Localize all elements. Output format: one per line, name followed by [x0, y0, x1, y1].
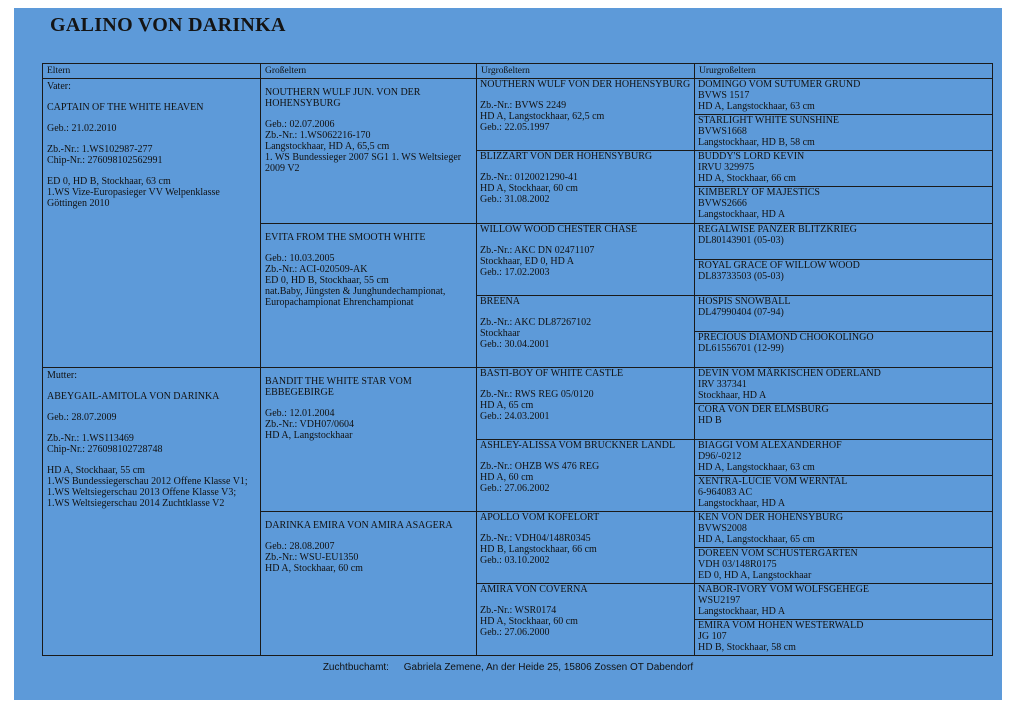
spacer [480, 162, 691, 172]
header-grandparents: Großeltern [261, 64, 477, 79]
great-great-grandparent-name: EMIRA VOM HOHEN WESTERWALD [698, 620, 864, 631]
great-great-grandparent-name: DOREEN VOM SCHUSTERGARTEN [698, 548, 858, 559]
grandparent-name: NOUTHERN WULF JUN. VON DER HOHENSYBURG [265, 87, 421, 109]
great-grandparent-detail: Geb.: 27.06.2000 [480, 627, 550, 638]
grandparent-detail: Langstockhaar, HD A, 65,5 cm [265, 141, 390, 152]
great-great-grandparent-name: KIMBERLY OF MAJESTICS [698, 187, 820, 198]
great-grandparent-name: APOLLO VOM KOFELORT [480, 512, 600, 523]
great-grandparent-detail: Geb.: 17.02.2003 [480, 267, 550, 278]
grandparent-name: BANDIT THE WHITE STAR VOM EBBEGEBIRGE [265, 376, 412, 398]
great-grandparent-detail: Geb.: 22.05.1997 [480, 122, 550, 133]
spacer [265, 243, 472, 253]
great-grandparent-detail: HD A, Stockhaar, 60 cm [480, 183, 578, 194]
pedigree-row [43, 79, 993, 115]
great-grandparent-name: NOUTHERN WULF VON DER HOHENSYBURG [480, 79, 691, 90]
spacer [47, 423, 256, 433]
header-great-great-grandparents: Ururgroßeltern [695, 64, 993, 79]
great-great-grandparent-detail: WSU2197 [698, 595, 741, 606]
great-grandparent-detail: Geb.: 24.03.2001 [480, 411, 550, 422]
great-great-grandparent-cell [695, 224, 993, 260]
header-row [43, 64, 993, 79]
father-role-label: Vater: [47, 81, 71, 92]
grandparent-name: DARINKA EMIRA VON AMIRA ASAGERA [265, 520, 453, 531]
great-great-grandparent-cell [695, 79, 993, 115]
great-great-grandparent-detail: Langstockhaar, HD B, 58 cm [698, 137, 815, 148]
grandparent-detail: Zb.-Nr.: VDH07/0604 [265, 419, 354, 430]
great-great-grandparent-detail: BVWS1668 [698, 126, 747, 137]
grandparent-detail: Zb.-Nr.: WSU-EU1350 [265, 552, 359, 563]
great-great-grandparent-name: KEN VON DER HOHENSYBURG [698, 512, 844, 523]
great-grandparent-detail: HD A, 65 cm [480, 400, 534, 411]
spacer [47, 381, 256, 391]
great-grandparent-detail: Zb.-Nr.: VDH04/148R0345 [480, 533, 591, 544]
header-parents: Eltern [43, 64, 261, 79]
father-name: CAPTAIN OF THE WHITE HEAVEN [47, 102, 204, 113]
document-title: GALINO VON DARINKA [50, 14, 286, 36]
spacer [480, 523, 691, 533]
great-grandparent-name: BREENA [480, 296, 520, 307]
grandparent-detail: HD A, Langstockhaar [265, 430, 353, 441]
grandparent-detail: nat.Baby, Jüngsten & Junghundechampionat, Europachampionat Ehrenchampionat [265, 286, 446, 308]
spacer [480, 451, 691, 461]
great-grandparent-name: BLIZZART VON DER HOHENSYBURG [480, 151, 653, 162]
grandparent-name: EVITA FROM THE SMOOTH WHITE [265, 232, 426, 243]
great-great-grandparent-detail: HD B [698, 415, 722, 426]
great-great-grandparent-name: HOSPIS SNOWBALL [698, 296, 791, 307]
great-great-grandparent-cell [695, 512, 993, 548]
great-great-grandparent-name: DOMINGO VOM SUTUMER GRUND [698, 79, 861, 90]
grandparent-detail: Zb.-Nr.: ACI-020509-AK [265, 264, 368, 275]
great-grandparent-detail: Zb.-Nr.: BVWS 2249 [480, 100, 567, 111]
great-grandparent-cell [477, 512, 695, 584]
great-great-grandparent-name: ROYAL GRACE OF WILLOW WOOD [698, 260, 860, 271]
great-great-grandparent-detail: VDH 03/148R0175 [698, 559, 777, 570]
spacer [480, 595, 691, 605]
great-great-grandparent-detail: 6-964083 AC [698, 487, 753, 498]
pedigree-body [43, 79, 993, 656]
mother-chip-number: Chip-Nr.: 276098102728748 [47, 444, 163, 455]
great-great-grandparent-detail: DL47990404 (07-94) [698, 307, 784, 318]
great-grandparent-detail: Zb.-Nr.: AKC DN 02471107 [480, 245, 595, 256]
great-grandparent-detail: Zb.-Nr.: WSR0174 [480, 605, 557, 616]
pedigree-sheet [14, 8, 1002, 700]
pedigree-row [43, 368, 993, 404]
great-great-grandparent-cell [695, 620, 993, 656]
great-grandparent-detail: Stockhaar, ED 0, HD A [480, 256, 575, 267]
great-great-grandparent-detail: Stockhaar, HD A [698, 390, 767, 401]
grandparent-detail: Geb.: 28.08.2007 [265, 541, 335, 552]
great-grandparent-detail: Geb.: 31.08.2002 [480, 194, 550, 205]
grandparent-detail: Zb.-Nr.: 1.WS062216-170 [265, 130, 371, 141]
mother-health: HD A, Stockhaar, 55 cm [47, 465, 145, 476]
great-grandparent-detail: Stockhaar [480, 328, 520, 339]
spacer [480, 379, 691, 389]
great-grandparent-name: ASHLEY-ALISSA VOM BRUCKNER LANDL [480, 440, 676, 451]
spacer [265, 398, 472, 408]
great-great-grandparent-detail: HD A, Stockhaar, 66 cm [698, 173, 796, 184]
spacer [47, 455, 256, 465]
grandparent-cell [261, 512, 477, 656]
spacer [47, 113, 256, 123]
father-birth-date: Geb.: 21.02.2010 [47, 123, 117, 134]
great-great-grandparent-name: DEVIN VOM MÄRKISCHEN ODERLAND [698, 368, 881, 379]
grandparent-detail: ED 0, HD B, Stockhaar, 55 cm [265, 275, 389, 286]
grandparent-detail: Geb.: 10.03.2005 [265, 253, 335, 264]
grandparent-detail: 1. WS Bundessieger 2007 SG1 1. WS Weltsieger 2009 V2 [265, 152, 462, 174]
great-grandparent-detail: Zb.-Nr.: RWS REG 05/0120 [480, 389, 594, 400]
grandparent-cell [261, 368, 477, 512]
great-great-grandparent-cell [695, 476, 993, 512]
spacer [47, 166, 256, 176]
great-great-grandparent-cell [695, 187, 993, 224]
great-grandparent-name: BASTI-BOY OF WHITE CASTLE [480, 368, 624, 379]
great-grandparent-cell [477, 584, 695, 656]
footer-label: Zuchtbuchamt: [322, 662, 389, 673]
great-great-grandparent-name: BIAGGI VOM ALEXANDERHOF [698, 440, 842, 451]
great-grandparent-detail: Zb.-Nr.: OHZB WS 476 REG [480, 461, 600, 472]
great-great-grandparent-cell [695, 260, 993, 296]
great-great-grandparent-detail: Langstockhaar, HD A [698, 498, 786, 509]
mother-birth-date: Geb.: 28.07.2009 [47, 412, 117, 423]
father-titles: 1.WS Vize-Europasieger VV Welpenklasse Göttingen 2010 [47, 187, 220, 209]
spacer [480, 307, 691, 317]
great-great-grandparent-name: CORA VON DER ELMSBURG [698, 404, 829, 415]
spacer [265, 109, 472, 119]
great-great-grandparent-cell [695, 332, 993, 368]
father-chip-number: Chip-Nr.: 276098102562991 [47, 155, 163, 166]
mother-studbook-number: Zb.-Nr.: 1.WS113469 [47, 433, 134, 444]
great-grandparent-name: AMIRA VON COVERNA [480, 584, 588, 595]
great-great-grandparent-detail: Langstockhaar, HD A [698, 209, 786, 220]
spacer [480, 90, 691, 100]
great-great-grandparent-detail: DL83733503 (05-03) [698, 271, 784, 282]
mother-cell [43, 368, 261, 656]
great-great-grandparent-detail: D96/-0212 [698, 451, 742, 462]
grandparent-detail: Geb.: 02.07.2006 [265, 119, 335, 130]
great-grandparent-cell [477, 296, 695, 368]
great-great-grandparent-detail: HD A, Langstockhaar, 63 cm [698, 462, 815, 473]
great-grandparent-cell [477, 224, 695, 296]
great-great-grandparent-detail: DL61556701 (12-99) [698, 343, 784, 354]
spacer [265, 531, 472, 541]
spacer [47, 92, 256, 102]
grandparent-detail: HD A, Stockhaar, 60 cm [265, 563, 363, 574]
spacer [480, 235, 691, 245]
great-grandparent-detail: HD A, Langstockhaar, 62,5 cm [480, 111, 605, 122]
pedigree-table [42, 63, 993, 656]
great-great-grandparent-detail: ED 0, HD A, Langstockhaar [698, 570, 812, 581]
spacer [47, 134, 256, 144]
grandparent-detail: Geb.: 12.01.2004 [265, 408, 335, 419]
great-great-grandparent-name: NABOR-IVORY VOM WOLFSGEHEGE [698, 584, 869, 595]
great-grandparent-detail: HD A, Stockhaar, 60 cm [480, 616, 578, 627]
great-great-grandparent-name: REGALWISE PANZER BLITZKRIEG [698, 224, 857, 235]
great-grandparent-name: WILLOW WOOD CHESTER CHASE [480, 224, 638, 235]
father-studbook-number: Zb.-Nr.: 1.WS102987-277 [47, 144, 153, 155]
great-great-grandparent-cell [695, 440, 993, 476]
great-great-grandparent-detail: BVWS2666 [698, 198, 747, 209]
great-great-grandparent-detail: Langstockhaar, HD A [698, 606, 786, 617]
great-grandparent-detail: Zb.-Nr.: AKC DL87267102 [480, 317, 592, 328]
footer-address: Gabriela Zemene, An der Heide 25, 15806 Zossen OT Dabendorf [403, 662, 694, 673]
great-grandparent-detail: Geb.: 27.06.2002 [480, 483, 550, 494]
grandparent-cell [261, 224, 477, 368]
great-great-grandparent-name: PRECIOUS DIAMOND CHOOKOLINGO [698, 332, 874, 343]
great-great-grandparent-name: BUDDY'S LORD KEVIN [698, 151, 805, 162]
mother-role-label: Mutter: [47, 370, 77, 381]
great-great-grandparent-cell [695, 584, 993, 620]
mother-name: ABEYGAIL-AMITOLA VON DARINKA [47, 391, 220, 402]
great-great-grandparent-detail: BVWS2008 [698, 523, 747, 534]
great-great-grandparent-detail: HD A, Langstockhaar, 65 cm [698, 534, 815, 545]
great-great-grandparent-detail: JG 107 [698, 631, 727, 642]
great-grandparent-detail: Geb.: 03.10.2002 [480, 555, 550, 566]
great-great-grandparent-detail: DL80143901 (05-03) [698, 235, 784, 246]
footer [14, 662, 1002, 673]
great-great-grandparent-cell [695, 368, 993, 404]
mother-titles: 1.WS Bundessiegerschau 2012 Offene Klasse V1; 1.WS Weltsiegerschau 2013 Offene Klasse V3; 1.WS Weltsiegerschau 2014 Zuchtklasse V2 [47, 476, 248, 509]
great-great-grandparent-cell [695, 296, 993, 332]
great-grandparent-cell [477, 151, 695, 224]
great-great-grandparent-detail: HD A, Langstockhaar, 63 cm [698, 101, 815, 112]
great-great-grandparent-name: STARLIGHT WHITE SUNSHINE [698, 115, 840, 126]
great-great-grandparent-detail: BVWS 1517 [698, 90, 750, 101]
great-grandparent-cell [477, 368, 695, 440]
grandparent-cell [261, 79, 477, 224]
great-great-grandparent-name: XENTRA-LUCIE VOM WERNTAL [698, 476, 848, 487]
great-grandparent-detail: HD A, 60 cm [480, 472, 534, 483]
father-cell [43, 79, 261, 368]
great-grandparent-detail: Geb.: 30.04.2001 [480, 339, 550, 350]
great-great-grandparent-cell [695, 151, 993, 187]
great-grandparent-cell [477, 440, 695, 512]
header-great-grandparents: Urgroßeltern [477, 64, 695, 79]
great-great-grandparent-cell [695, 115, 993, 151]
spacer [47, 402, 256, 412]
great-grandparent-detail: HD B, Langstockhaar, 66 cm [480, 544, 597, 555]
great-grandparent-detail: Zb.-Nr.: 0120021290-41 [480, 172, 579, 183]
great-great-grandparent-cell [695, 404, 993, 440]
great-grandparent-cell [477, 79, 695, 151]
father-health: ED 0, HD B, Stockhaar, 63 cm [47, 176, 171, 187]
great-great-grandparent-detail: HD B, Stockhaar, 58 cm [698, 642, 796, 653]
great-great-grandparent-detail: IRVU 329975 [698, 162, 755, 173]
great-great-grandparent-detail: IRV 337341 [698, 379, 747, 390]
great-great-grandparent-cell [695, 548, 993, 584]
